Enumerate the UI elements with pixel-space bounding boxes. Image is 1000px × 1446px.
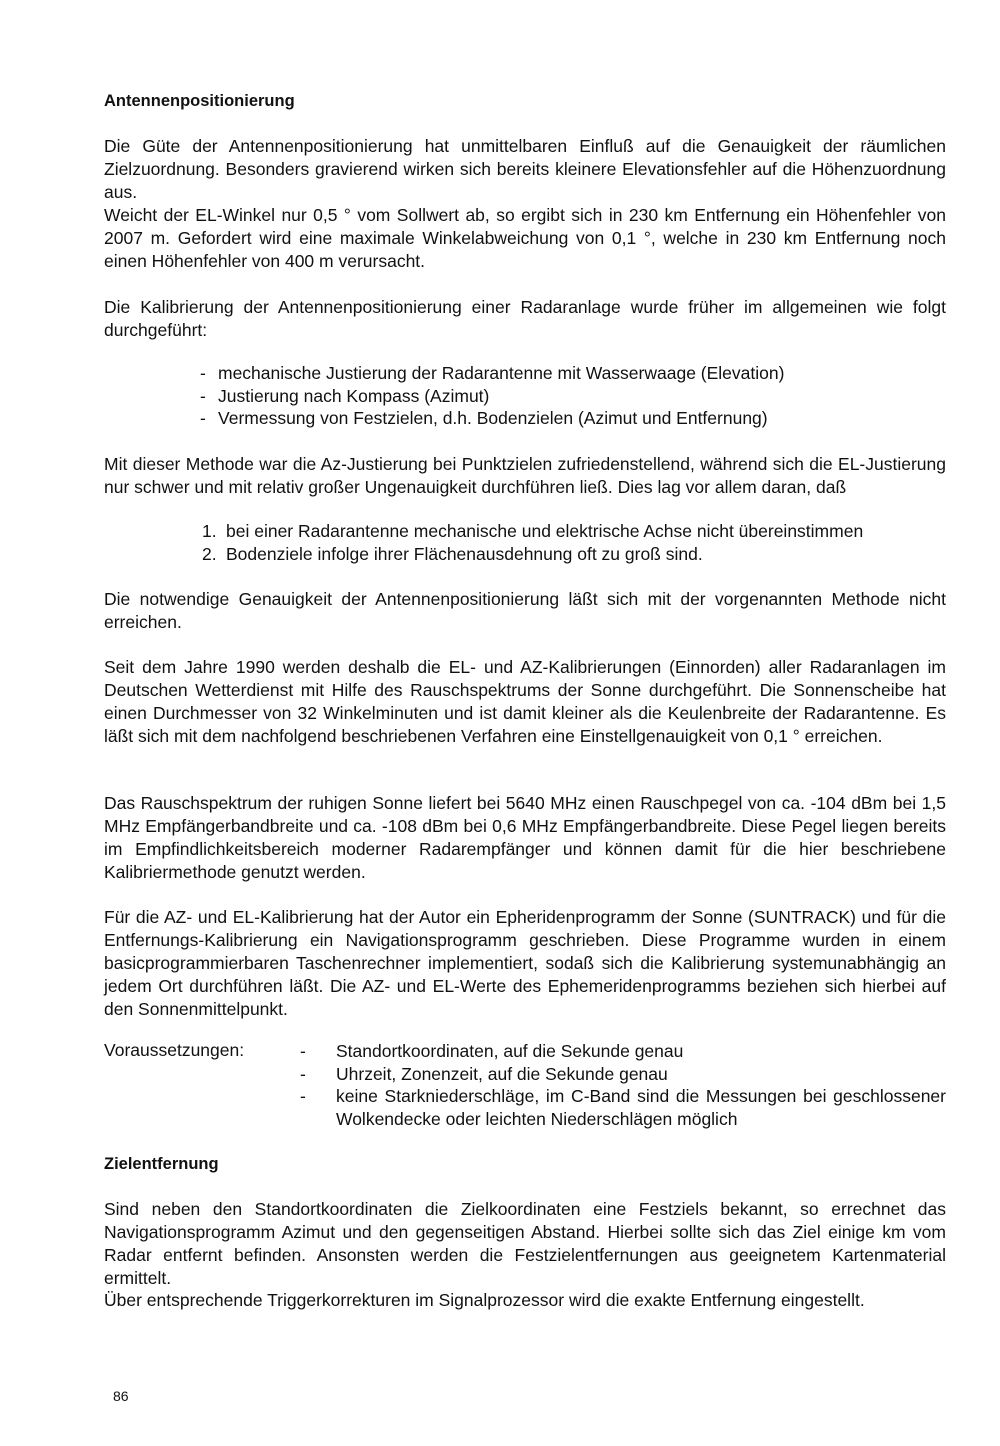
requirements-list — [300, 1040, 946, 1130]
page-number: 86 — [113, 1388, 129, 1404]
reasons-list — [202, 520, 946, 566]
paragraph-intro: Die Güte der Antennenpositionierung hat unmittelbaren Einfluß auf die Genauigkeit der räumlichen Zielzuordnung. Besonders gravierend wirken sich bereits kleinere Elevationsfehler auf die Höhenzuordnung aus. — [104, 136, 946, 202]
list-item: - Standortkoordinaten, auf die Sekunde genau — [300, 1040, 946, 1063]
paragraph-trigger-correction: Über entsprechende Triggerkorrekturen im Signalprozessor wird die exakte Entfernung eingestellt. — [104, 1290, 865, 1310]
list-item: - mechanische Justierung der Radarantenne mit Wasserwaage (Elevation) — [200, 362, 946, 385]
paragraph-sun-calibration: Seit dem Jahre 1990 werden deshalb die EL- und AZ-Kalibrierungen (Einnorden) aller Radaranlagen im Deutschen Wetterdienst mit Hilfe des Rauschspektrums der Sonne durchgeführt. Die Sonnenscheibe hat einen Durchmesser von 32 Winkelminuten und ist damit kleiner als die Keulenbreite der Radarantenne. Es läßt sich mit dem nachfolgend beschriebenen Verfahren eine Einstellgenauigkeit von 0,1 ° erreichen. — [104, 657, 946, 746]
paragraph-elevation-error: Weicht der EL-Winkel nur 0,5 ° vom Sollwert ab, so ergibt sich in 230 km Entfernung ein Höhenfehler von 2007 m. Gefordert wird eine maximale Winkelabweichung von 0,1 °, welche in 230 km Entfernung noch einen Höhenfehler von 400 m verursacht. — [104, 205, 946, 271]
list-item — [202, 543, 946, 566]
paragraph-programs: Für die AZ- und EL-Kalibrierung hat der Autor ein Epheridenprogramm der Sonne (SUNTRACK) und für die Entfernungs-Kalibrierung ein Navigationsprogramm geschrieben. Diese Programme wurden in einem basicprogrammierbaren Taschenrechner implementiert, sodaß sich die Kalibrierung systemunabhängig an jedem Ort durchführen läßt. Die AZ- und EL-Werte des Ephemeridenprogramms beziehen sich hierbei auf den Sonnenmittelpunkt. — [104, 907, 946, 1019]
list-item: - Vermessung von Festzielen, d.h. Bodenzielen (Azimut und Entfernung) — [200, 407, 946, 430]
list-number: 1. — [202, 521, 217, 541]
list-item: - Uhrzeit, Zonenzeit, auf die Sekunde genau — [300, 1063, 946, 1086]
section-heading-zielentfernung: Zielentfernung — [104, 1155, 219, 1173]
paragraph-accuracy: Die notwendige Genauigkeit der Antennenpositionierung läßt sich mit der vorgenannten Methode nicht erreichen. — [104, 589, 946, 632]
list-text: bei einer Radarantenne mechanische und elektrische Achse nicht übereinstimmen — [226, 521, 864, 541]
paragraph-method-assessment: Mit dieser Methode war die Az-Justierung bei Punktzielen zufriedenstellend, während sich die EL-Justierung nur schwer und mit relativ großer Ungenauigkeit durchführen ließ. Dies lag vor allem daran, daß — [104, 454, 946, 497]
requirements-label: Voraussetzungen: — [104, 1040, 245, 1060]
paragraph-noise-spectrum: Das Rauschspektrum der ruhigen Sonne liefert bei 5640 MHz einen Rauschpegel von ca. -104 dBm bei 1,5 MHz Empfängerbandbreite und ca. -108 dBm bei 0,6 MHz Empfängerbandbreite. Diese Pegel liegen bereits im Empfindlichkeitsbereich moderner Radarempfänger und können damit für die hier beschriebene Kalibriermethode genutzt werden. — [104, 793, 946, 882]
list-item: - Justierung nach Kompass (Azimut) — [200, 385, 946, 408]
calibration-methods-list — [200, 362, 946, 430]
paragraph-calibration-history: Die Kalibrierung der Antennenpositionierung einer Radaranlage wurde früher im allgemeinen wie folgt durchgeführt: — [104, 297, 946, 340]
list-item — [202, 520, 946, 543]
section-heading-antennenpositionierung: Antennenpositionierung — [104, 92, 295, 110]
list-number: 2. — [202, 544, 217, 564]
list-item: - keine Starkniederschläge, im C-Band sind die Messungen bei geschlossener Wolkendecke oder leichten Niederschlägen möglich — [300, 1085, 946, 1130]
list-text: Bodenziele infolge ihrer Flächenausdehnung oft zu groß sind. — [226, 544, 703, 564]
paragraph-target-coordinates: Sind neben den Standortkoordinaten die Zielkoordinaten eine Festziels bekannt, so errechnet das Navigationsprogramm Azimut und den gegenseitigen Abstand. Hierbei sollte sich das Ziel einige km vom Radar entfernt befinden. Ansonsten werden die Festzielentfernungen aus geeignetem Kartenmaterial ermittelt. — [104, 1199, 946, 1288]
